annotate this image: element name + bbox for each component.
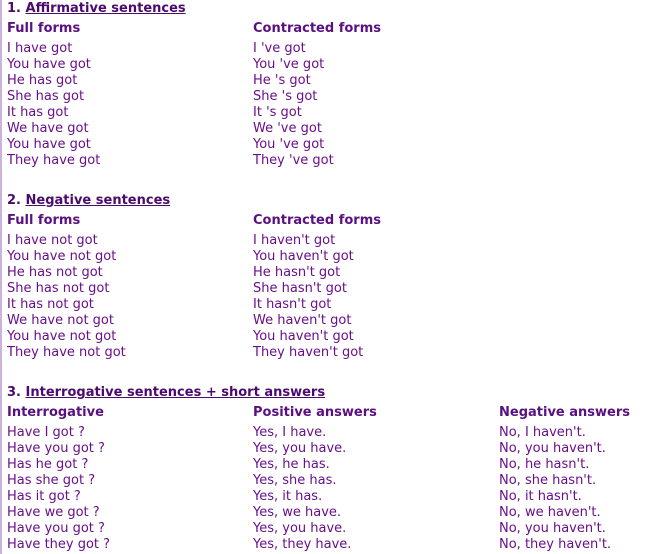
rows xyxy=(7,233,647,361)
question-cell: Have we got ? xyxy=(7,505,100,520)
table-row xyxy=(7,105,647,121)
table-row xyxy=(7,249,647,265)
table-row xyxy=(7,457,647,473)
negative-answer-cell: No, you haven't. xyxy=(499,521,606,536)
question-cell: Have you got ? xyxy=(7,441,105,456)
full-form-cell: He has not got xyxy=(7,265,103,280)
contracted-form-cell: He 's got xyxy=(253,73,311,88)
table-row xyxy=(7,153,647,169)
section-number: 3. xyxy=(7,385,21,400)
negative-answer-cell: No, you haven't. xyxy=(499,441,606,456)
section-title-link[interactable]: Affirmative sentences xyxy=(25,1,186,16)
rows xyxy=(7,425,647,553)
question-cell: Have they got ? xyxy=(7,537,111,552)
table-row xyxy=(7,57,647,73)
contracted-form-cell: They 've got xyxy=(253,153,334,168)
table-row xyxy=(7,121,647,137)
contracted-form-cell: You 've got xyxy=(253,57,325,72)
table-row xyxy=(7,233,647,249)
section-interrogative xyxy=(7,385,647,553)
positive-answer-cell: Yes, I have. xyxy=(253,425,327,440)
section-number: 2. xyxy=(7,193,21,208)
full-form-cell: I have not got xyxy=(7,233,98,248)
left-border xyxy=(0,0,2,554)
full-form-cell: He has got xyxy=(7,73,78,88)
table-row xyxy=(7,265,647,281)
table-row xyxy=(7,489,647,505)
positive-answer-cell: Yes, they have. xyxy=(253,537,352,552)
contracted-form-cell: It hasn't got xyxy=(253,297,332,312)
full-form-cell: I have got xyxy=(7,41,73,56)
full-form-cell: It has got xyxy=(7,105,69,120)
contracted-form-cell: She 's got xyxy=(253,89,318,104)
full-form-cell: They have got xyxy=(7,153,101,168)
question-cell: Has he got ? xyxy=(7,457,89,472)
section-heading xyxy=(7,385,647,401)
question-cell: Have you got ? xyxy=(7,521,105,536)
full-form-cell: They have not got xyxy=(7,345,126,360)
table-row xyxy=(7,41,647,57)
col-header-contracted-forms: Contracted forms xyxy=(253,213,381,228)
table-row xyxy=(7,73,647,89)
contracted-form-cell: It 's got xyxy=(253,105,302,120)
table-row xyxy=(7,313,647,329)
negative-answer-cell: No, he hasn't. xyxy=(499,457,590,472)
table-row xyxy=(7,425,647,441)
rows xyxy=(7,41,647,169)
section-heading xyxy=(7,1,647,17)
section-heading xyxy=(7,193,647,209)
table-row xyxy=(7,441,647,457)
table-row xyxy=(7,281,647,297)
full-form-cell: We have not got xyxy=(7,313,114,328)
positive-answer-cell: Yes, you have. xyxy=(253,441,347,456)
question-cell: Has she got ? xyxy=(7,473,96,488)
table-row xyxy=(7,297,647,313)
negative-answer-cell: No, it hasn't. xyxy=(499,489,582,504)
col-header-interrogative: Interrogative xyxy=(7,405,104,420)
contracted-form-cell: She hasn't got xyxy=(253,281,347,296)
contracted-form-cell: You haven't got xyxy=(253,329,354,344)
full-form-cell: You have not got xyxy=(7,249,117,264)
negative-answer-cell: No, we haven't. xyxy=(499,505,601,520)
column-headers xyxy=(7,21,647,37)
question-cell: Have I got ? xyxy=(7,425,85,440)
column-headers xyxy=(7,213,647,229)
full-form-cell: You have got xyxy=(7,57,91,72)
col-header-full-forms: Full forms xyxy=(7,213,81,228)
col-header-negative-answers: Negative answers xyxy=(499,405,631,420)
table-row xyxy=(7,137,647,153)
negative-answer-cell: No, I haven't. xyxy=(499,425,586,440)
table-row xyxy=(7,505,647,521)
positive-answer-cell: Yes, it has. xyxy=(253,489,323,504)
negative-answer-cell: No, they haven't. xyxy=(499,537,612,552)
col-header-positive-answers: Positive answers xyxy=(253,405,377,420)
col-header-full-forms: Full forms xyxy=(7,21,81,36)
full-form-cell: She has got xyxy=(7,89,85,104)
contracted-form-cell: He hasn't got xyxy=(253,265,341,280)
section-negative xyxy=(7,193,647,361)
positive-answer-cell: Yes, she has. xyxy=(253,473,337,488)
table-row xyxy=(7,89,647,105)
section-affirmative xyxy=(7,1,647,169)
contracted-form-cell: We 've got xyxy=(253,121,322,136)
positive-answer-cell: Yes, you have. xyxy=(253,521,347,536)
column-headers xyxy=(7,405,647,421)
table-row xyxy=(7,537,647,553)
contracted-form-cell: We haven't got xyxy=(253,313,352,328)
positive-answer-cell: Yes, we have. xyxy=(253,505,342,520)
full-form-cell: She has not got xyxy=(7,281,110,296)
contracted-form-cell: You haven't got xyxy=(253,249,354,264)
contracted-form-cell: They haven't got xyxy=(253,345,364,360)
contracted-form-cell: I haven't got xyxy=(253,233,336,248)
contracted-form-cell: You 've got xyxy=(253,137,325,152)
negative-answer-cell: No, she hasn't. xyxy=(499,473,597,488)
section-number: 1. xyxy=(7,1,21,16)
col-header-contracted-forms: Contracted forms xyxy=(253,21,381,36)
table-row xyxy=(7,345,647,361)
table-row xyxy=(7,329,647,345)
full-form-cell: You have got xyxy=(7,137,91,152)
section-title-link[interactable]: Negative sentences xyxy=(25,193,171,208)
full-form-cell: It has not got xyxy=(7,297,94,312)
full-form-cell: We have got xyxy=(7,121,89,136)
contracted-form-cell: I 've got xyxy=(253,41,306,56)
positive-answer-cell: Yes, he has. xyxy=(253,457,330,472)
question-cell: Has it got ? xyxy=(7,489,81,504)
table-row xyxy=(7,473,647,489)
table-row xyxy=(7,521,647,537)
full-form-cell: You have not got xyxy=(7,329,117,344)
section-title-link[interactable]: Interrogative sentences + short answers xyxy=(25,385,326,400)
